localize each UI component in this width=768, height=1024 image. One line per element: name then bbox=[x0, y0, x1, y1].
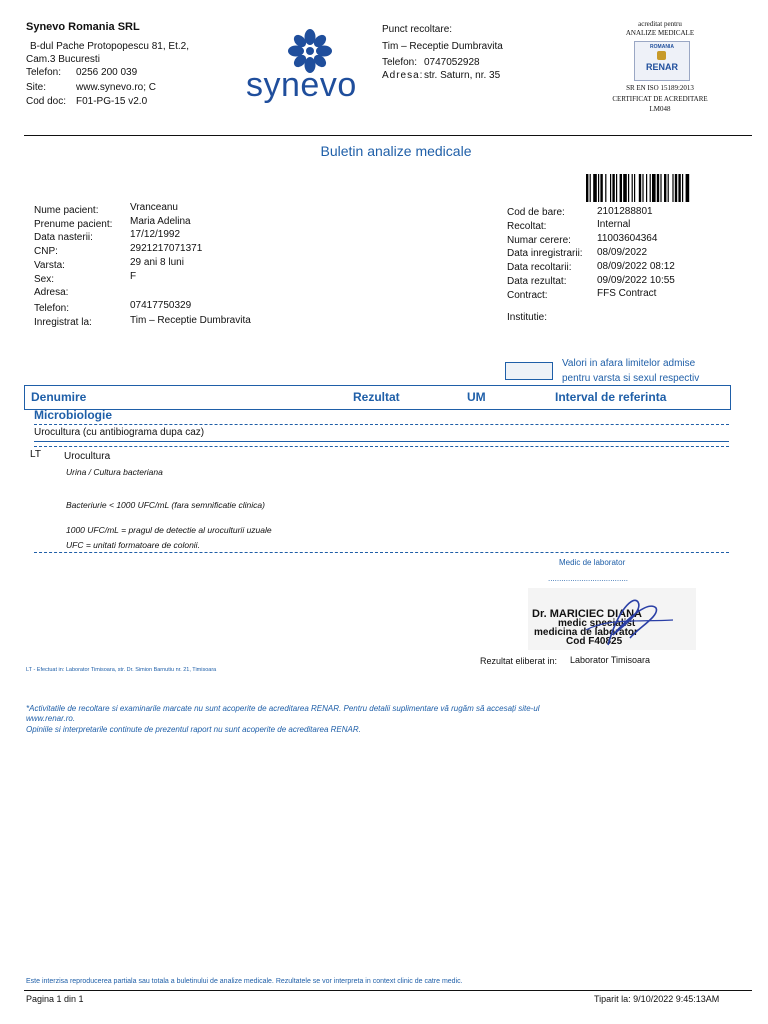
collection-phone-label: Telefon: bbox=[382, 57, 418, 68]
patient-label: Inregistrat la: bbox=[34, 317, 92, 328]
company-phone-value: 0256 200 039 bbox=[76, 67, 138, 78]
patient-label: Adresa: bbox=[34, 287, 69, 298]
results-end-divider bbox=[34, 552, 729, 553]
request-label: Institutie: bbox=[507, 312, 548, 323]
barcode-bar bbox=[632, 174, 633, 202]
barcode-bar bbox=[675, 174, 677, 202]
barcode bbox=[586, 174, 734, 202]
barcode-bar bbox=[664, 174, 666, 202]
analysis-divider bbox=[34, 441, 729, 442]
collection-address-label: Adresa: bbox=[382, 70, 424, 81]
page-title: Buletin analize medicale bbox=[320, 143, 472, 159]
accreditation-standard: SR EN ISO 15189:2013 bbox=[626, 84, 694, 92]
results-table-header bbox=[24, 385, 731, 410]
issued-label: Rezultat eliberat in: bbox=[480, 656, 558, 666]
barcode-bar bbox=[642, 174, 643, 202]
signature-stamp bbox=[528, 588, 696, 650]
barcode-bar bbox=[678, 174, 680, 202]
accreditation-code: LM048 bbox=[649, 105, 671, 113]
renar-logo-main: RENAR bbox=[645, 62, 678, 72]
patient-label: CNP: bbox=[34, 246, 58, 257]
print-timestamp: Tiparit la: 9/10/2022 9:45:13AM bbox=[594, 994, 720, 1004]
company-doc-value: F01-PG-15 v2.0 bbox=[76, 96, 148, 107]
company-address-line1: B-dul Pache Protopopescu 81, Et.2, bbox=[30, 41, 189, 52]
col-header-name: Denumire bbox=[31, 390, 87, 404]
collection-address-value: str. Saturn, nr. 35 bbox=[424, 70, 501, 81]
handwritten-signature-icon bbox=[578, 590, 678, 648]
patient-label: Nume pacient: bbox=[34, 205, 99, 216]
barcode-bar bbox=[650, 174, 651, 202]
result-note-1: 1000 UFC/mL = pragul de detectie al uroculturii uzuale bbox=[66, 525, 272, 535]
collection-point-value: Tim – Receptie Dumbravita bbox=[382, 41, 503, 52]
collection-point-label: Punct recoltare: bbox=[382, 24, 453, 35]
barcode-bar bbox=[657, 174, 659, 202]
company-phone-label: Telefon: bbox=[26, 67, 62, 78]
request-label: Data inregistrarii: bbox=[507, 248, 583, 259]
barcode-bar bbox=[616, 174, 617, 202]
barcode-bar bbox=[682, 174, 683, 202]
patient-label: Sex: bbox=[34, 274, 55, 285]
company-name: Synevo Romania SRL bbox=[26, 21, 140, 33]
synevo-logo-text: synevo bbox=[246, 66, 357, 104]
patient-value: Maria Adelina bbox=[130, 216, 191, 227]
lab-code: LT bbox=[30, 449, 41, 460]
request-value: Internal bbox=[597, 219, 631, 230]
legend-line1: Valori in afara limitelor admise bbox=[562, 358, 696, 369]
test-result: Bacteriurie < 1000 UFC/mL (fara semnificatie clinica) bbox=[66, 500, 265, 510]
barcode-bar bbox=[652, 174, 656, 202]
analysis-name: Urocultura (cu antibiograma dupa caz) bbox=[34, 427, 205, 438]
footer-divider bbox=[24, 990, 752, 991]
patient-value: 17/12/1992 bbox=[130, 229, 181, 240]
disclaimer-line2: www.renar.ro. bbox=[26, 714, 76, 723]
accreditation-line1: acreditat pentru bbox=[638, 20, 682, 28]
result-note-2: UFC = unitati formatoare de colonii. bbox=[66, 540, 200, 550]
patient-label: Data nasterii: bbox=[34, 232, 93, 243]
request-label: Numar cerere: bbox=[507, 235, 571, 246]
header-divider bbox=[24, 135, 752, 136]
stamp-specialty: medic specialist bbox=[558, 618, 636, 629]
sample-type: Urina / Cultura bacteriana bbox=[66, 467, 163, 477]
barcode-bar bbox=[668, 174, 669, 202]
section-divider bbox=[34, 424, 729, 425]
patient-value: Tim – Receptie Dumbravita bbox=[130, 315, 251, 326]
stamp-code: Cod F40825 bbox=[566, 636, 623, 647]
company-doc-label: Cod doc: bbox=[26, 96, 67, 107]
barcode-bar bbox=[590, 174, 591, 202]
barcode-bar bbox=[598, 174, 599, 202]
analysis-divider-dashed bbox=[34, 446, 729, 447]
legend-line2: pentru varsta si sexul respectiv bbox=[562, 373, 700, 384]
barcode-bar bbox=[646, 174, 647, 202]
barcode-bar bbox=[605, 174, 606, 202]
request-label: Data rezultat: bbox=[507, 276, 567, 287]
request-value: 08/09/2022 08:12 bbox=[597, 261, 675, 272]
col-header-interval: Interval de referinta bbox=[555, 390, 667, 404]
barcode-bar bbox=[623, 174, 627, 202]
stamp-field: medicina de laborator bbox=[534, 627, 638, 638]
accreditation-line2: ANALIZE MEDICALE bbox=[625, 29, 695, 37]
barcode-bar bbox=[639, 174, 641, 202]
disclaimer-line1: *Activitatile de recoltare si examinarile marcate nu sunt acoperite de acreditarea RENAR. Pentru detalii suplimentare vă rugăm să accesați site-ul bbox=[26, 704, 540, 713]
barcode-bar bbox=[612, 174, 614, 202]
request-label: Cod de bare: bbox=[507, 207, 565, 218]
request-value: 09/09/2022 10:55 bbox=[597, 275, 675, 286]
patient-value: F bbox=[130, 271, 137, 282]
barcode-bar bbox=[586, 174, 588, 202]
page-number: Pagina 1 din 1 bbox=[26, 994, 84, 1004]
col-header-um: UM bbox=[467, 390, 486, 404]
col-header-result: Rezultat bbox=[353, 390, 400, 404]
company-address-line2: Cam.3 Bucuresti bbox=[26, 54, 100, 65]
barcode-bar bbox=[628, 174, 629, 202]
renar-logo bbox=[634, 41, 690, 81]
signature-dots: .................................... bbox=[548, 574, 629, 583]
barcode-bar bbox=[660, 174, 661, 202]
barcode-bar bbox=[610, 174, 611, 202]
patient-label: Varsta: bbox=[34, 260, 65, 271]
patient-value: 07417750329 bbox=[130, 300, 192, 311]
section-title: Microbiologie bbox=[34, 408, 112, 422]
issued-value: Laborator Timisoara bbox=[570, 655, 651, 665]
out-of-range-swatch bbox=[505, 362, 553, 380]
request-label: Recoltat: bbox=[507, 221, 547, 232]
request-value: 2101288801 bbox=[597, 206, 653, 217]
barcode-bar bbox=[634, 174, 635, 202]
patient-value: Vranceanu bbox=[130, 202, 178, 213]
disclaimer-line3: Opiniile si interpretarile continute de prezentul raport nu sunt acoperite de acreditarea RENAR. bbox=[26, 725, 361, 734]
collection-phone-value: 0747052928 bbox=[424, 57, 480, 68]
renar-emblem-icon bbox=[657, 51, 666, 60]
barcode-bar bbox=[620, 174, 622, 202]
lt-note: LT - Efectuat in: Laborator Timisoara, str. Dr. Simion Barnutiu nr. 21, Timisoara bbox=[26, 667, 217, 673]
patient-value: 29 ani 8 luni bbox=[130, 257, 184, 268]
barcode-bar bbox=[600, 174, 602, 202]
patient-label: Telefon: bbox=[34, 303, 70, 314]
barcode-bar bbox=[686, 174, 690, 202]
test-name: Urocultura bbox=[64, 451, 111, 462]
patient-value: 2921217071371 bbox=[130, 243, 203, 254]
company-site-label: Site: bbox=[26, 82, 47, 93]
accreditation-certificate: CERTIFICAT DE ACREDITARE bbox=[612, 95, 708, 103]
request-value: 11003604364 bbox=[597, 233, 658, 244]
signature-label: Medic de laborator bbox=[559, 558, 626, 567]
footer-note: Este interzisa reproducerea partiala sau totala a buletinului de analize medicale. Rezultatele se vor interpreta in context clinic de catre medic. bbox=[26, 978, 463, 985]
barcode-bar bbox=[672, 174, 673, 202]
request-value: 08/09/2022 bbox=[597, 247, 648, 258]
renar-logo-top: ROMANIA bbox=[650, 44, 674, 50]
request-label: Contract: bbox=[507, 290, 548, 301]
company-site-value: www.synevo.ro; C bbox=[76, 82, 157, 93]
patient-label: Prenume pacient: bbox=[34, 219, 113, 230]
stamp-doctor-name: Dr. MARICIEC DIANA bbox=[532, 608, 643, 620]
request-value: FFS Contract bbox=[597, 288, 657, 299]
request-label: Data recoltarii: bbox=[507, 262, 572, 273]
barcode-bar bbox=[593, 174, 597, 202]
